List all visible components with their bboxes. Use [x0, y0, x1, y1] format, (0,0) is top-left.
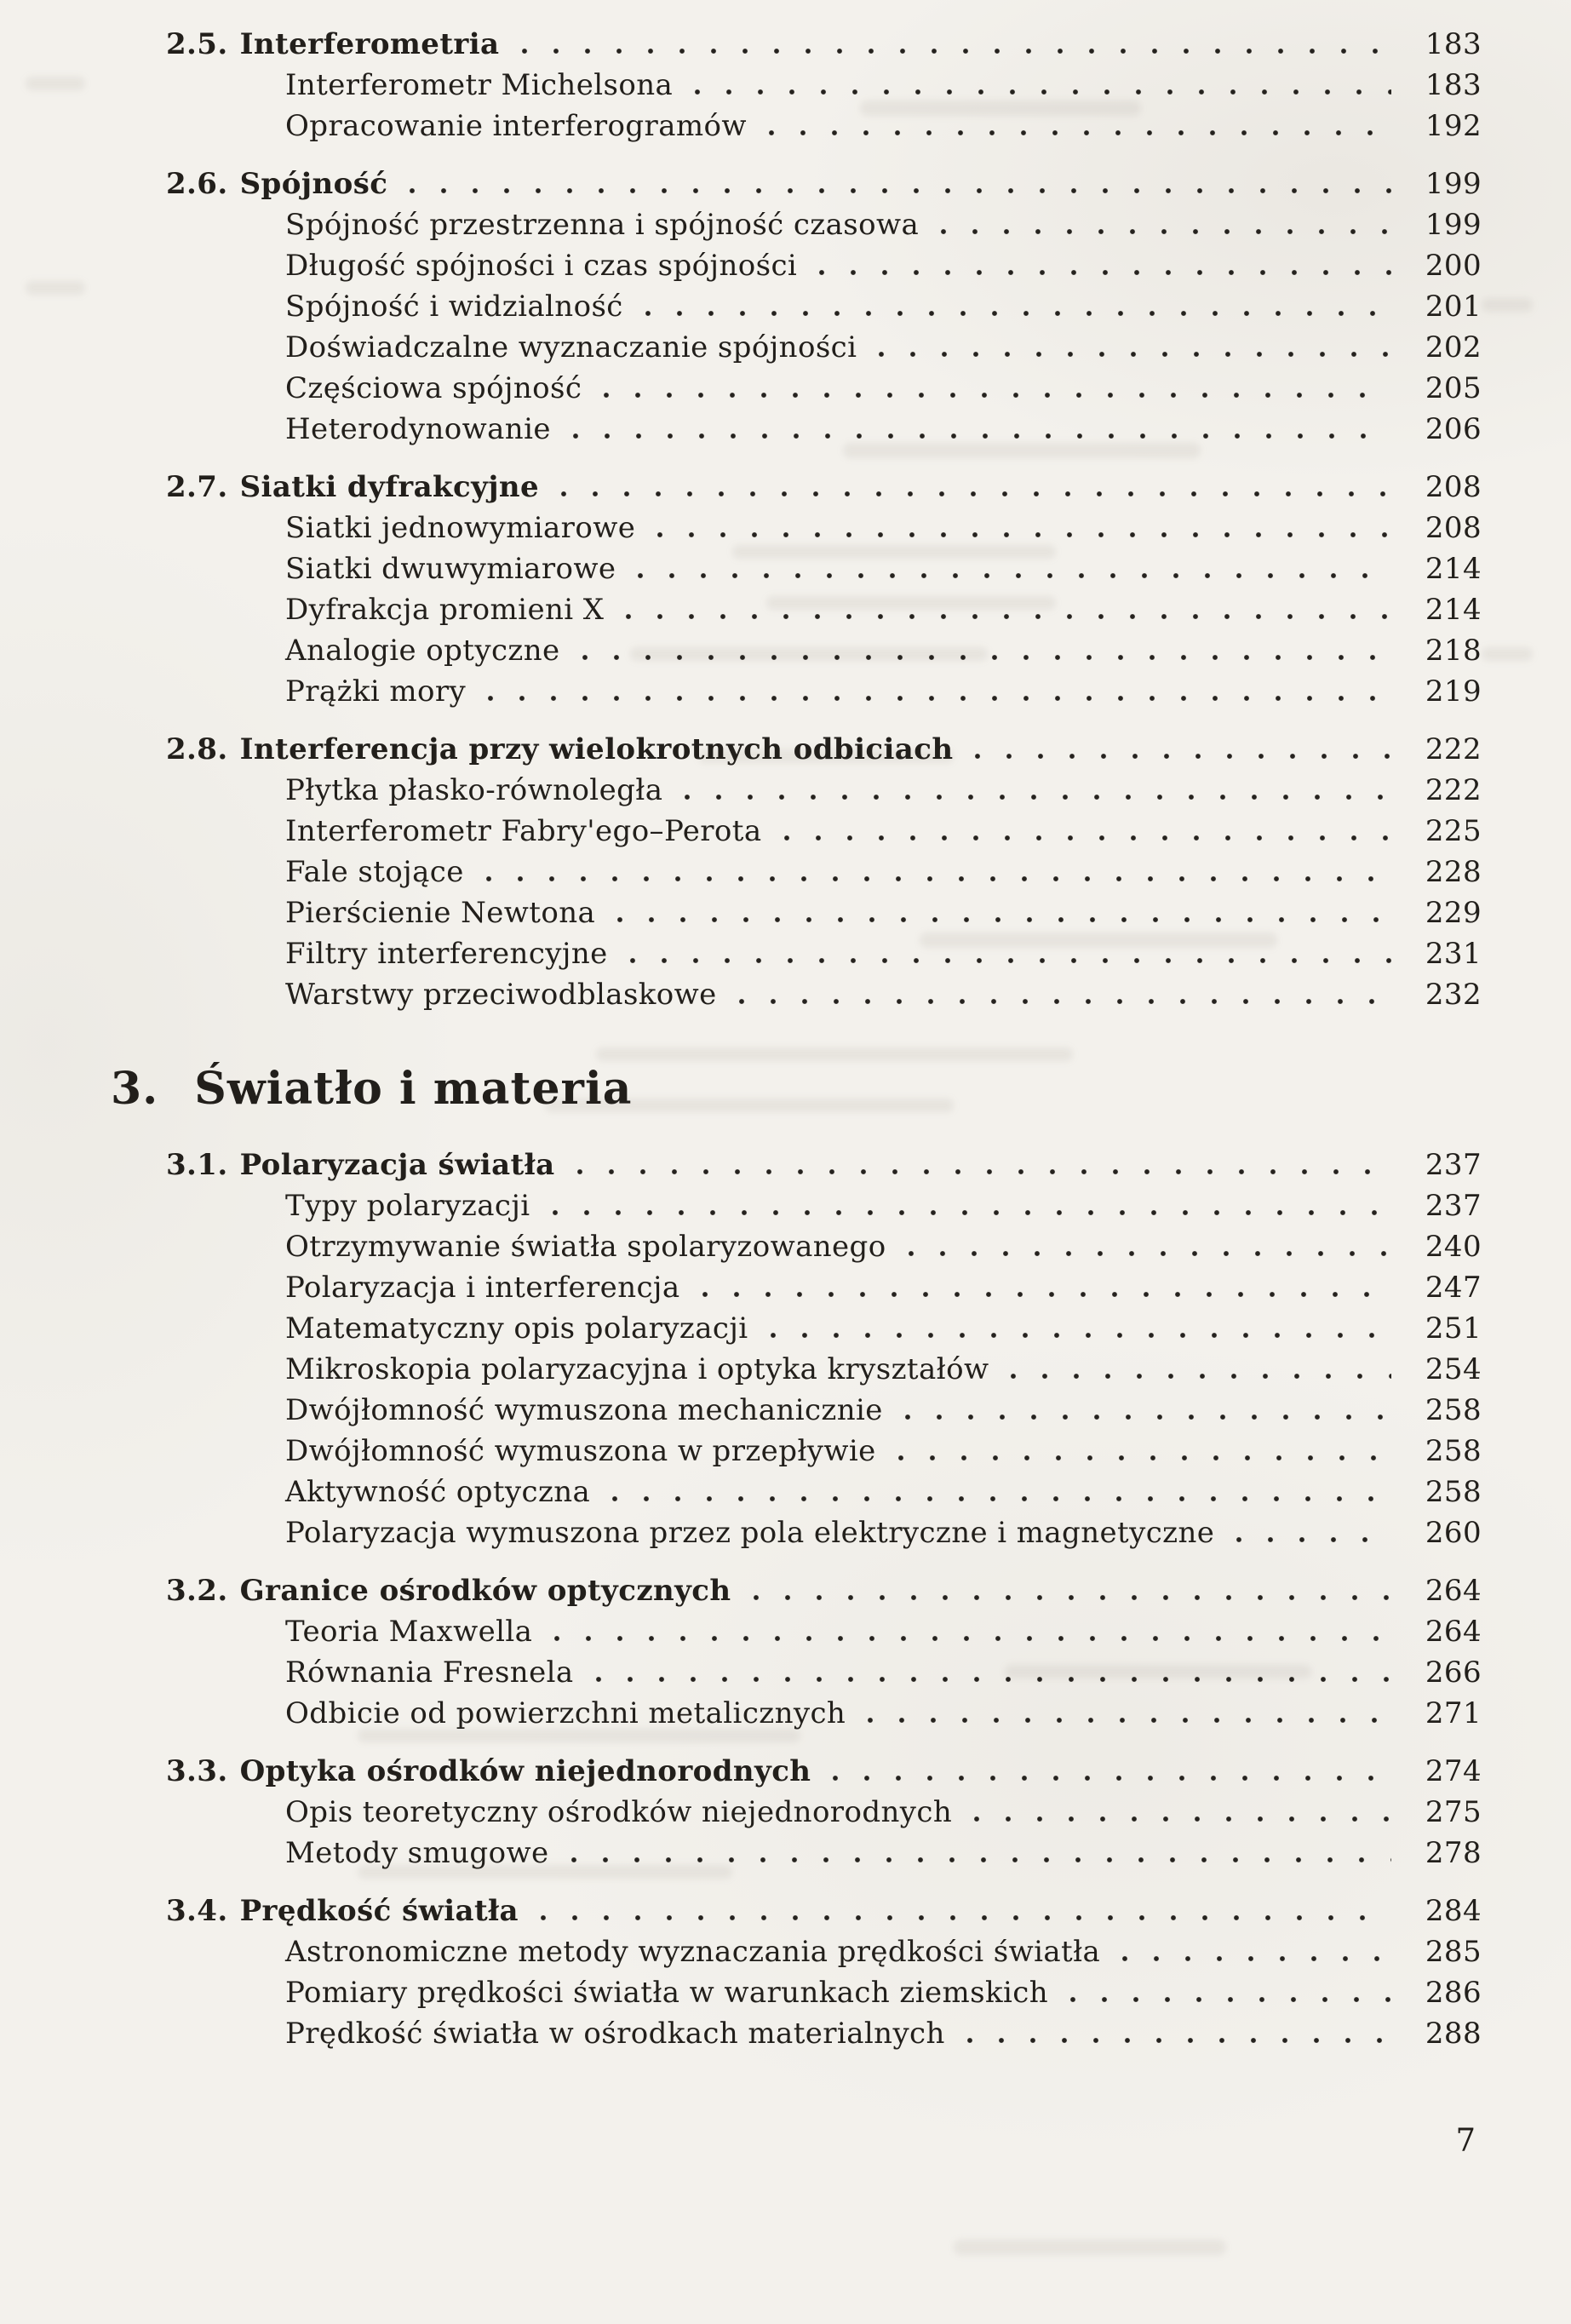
- dot-leader: [966, 2038, 1391, 2043]
- entry-page-number: 264: [1425, 1615, 1482, 1649]
- toc-entry-row: [166, 814, 1482, 855]
- entry-page-number: 240: [1425, 1230, 1482, 1264]
- entry-title: Długość spójności i czas spójności: [285, 249, 798, 283]
- toc-section-row: [166, 1574, 1482, 1615]
- entry-page-number: 205: [1425, 371, 1482, 405]
- entry-title: Opracowanie interferogramów: [285, 109, 747, 143]
- entry-page-number: 247: [1425, 1271, 1482, 1305]
- entry-page-number: 266: [1425, 1655, 1482, 1690]
- entry-title: Polaryzacja i interferencja: [285, 1271, 680, 1305]
- dot-leader: [939, 229, 1391, 234]
- toc-section-row: [166, 1148, 1482, 1189]
- toc-entry-row: [166, 511, 1482, 552]
- toc-entry-row: [166, 593, 1482, 634]
- toc-section-row: [166, 1754, 1482, 1795]
- entry-title: Otrzymywanie światła spolaryzowanego: [285, 1230, 886, 1264]
- entry-title: Mikroskopia polaryzacyjna i optyka kryształów: [285, 1352, 989, 1386]
- entry-title: Metody smugowe: [285, 1836, 549, 1870]
- show-through-artifact: [26, 281, 85, 295]
- entry-number: 2.7.: [166, 470, 228, 504]
- dot-leader: [408, 188, 1391, 193]
- entry-title: Interferometria: [239, 27, 500, 61]
- entry-number: 3.: [111, 1063, 159, 1115]
- entry-title: Teoria Maxwella: [285, 1615, 533, 1649]
- toc-section-row: [166, 167, 1482, 208]
- entry-page-number: 229: [1425, 896, 1482, 930]
- entry-page-number: 183: [1425, 68, 1482, 102]
- toc-entry-row: [166, 855, 1482, 896]
- entry-title: Płytka płasko-równoległa: [285, 773, 663, 807]
- entry-title: Interferencja przy wielokrotnych odbiciach: [239, 732, 954, 766]
- toc-entry-row: [166, 1189, 1482, 1230]
- dot-leader: [486, 696, 1391, 701]
- entry-page-number: 231: [1425, 937, 1482, 971]
- toc-entry-row: [166, 1795, 1482, 1836]
- toc-entry-row: [166, 1311, 1482, 1352]
- dot-leader: [693, 89, 1391, 95]
- toc-entry-row: [166, 1976, 1482, 2017]
- dot-leader: [877, 352, 1391, 357]
- entry-page-number: 286: [1425, 1976, 1482, 2010]
- entry-page-number: 199: [1425, 167, 1482, 201]
- dot-leader: [783, 835, 1392, 841]
- entry-title: Analogie optyczne: [285, 634, 560, 668]
- entry-title: Heterodynowanie: [285, 412, 551, 446]
- entry-page-number: 284: [1425, 1894, 1482, 1928]
- toc-entry-row: [166, 208, 1482, 249]
- dot-leader: [644, 311, 1391, 316]
- entry-number: 3.2.: [166, 1574, 228, 1608]
- toc-entry-row: [166, 1475, 1482, 1516]
- toc-section-row: [166, 470, 1482, 511]
- entry-title: Odbicie od powierzchni metalicznych: [285, 1696, 846, 1730]
- dot-leader: [701, 1292, 1391, 1297]
- entry-page-number: 288: [1425, 2017, 1482, 2051]
- dot-leader: [973, 754, 1391, 759]
- entry-number: 3.1.: [166, 1148, 228, 1182]
- dot-leader: [636, 573, 1391, 578]
- toc-entry-row: [166, 1935, 1482, 1976]
- entry-number: 2.8.: [166, 732, 228, 766]
- dot-leader: [737, 999, 1391, 1004]
- dot-leader: [1009, 1374, 1391, 1379]
- entry-title: Interferometr Michelsona: [285, 68, 674, 102]
- entry-number: 3.4.: [166, 1894, 228, 1928]
- entry-page-number: 275: [1425, 1795, 1482, 1829]
- entry-page-number: 202: [1425, 330, 1482, 364]
- entry-page-number: 237: [1425, 1148, 1482, 1182]
- entry-page-number: 258: [1425, 1475, 1482, 1509]
- toc-entry-row: [166, 552, 1482, 593]
- entry-title: Siatki dyfrakcyjne: [239, 470, 540, 504]
- entry-title: Pierścienie Newtona: [285, 896, 596, 930]
- entry-title: Spójność przestrzenna i spójność czasowa: [285, 208, 920, 242]
- entry-page-number: 214: [1425, 552, 1482, 586]
- entry-title: Częściowa spójność: [285, 371, 582, 405]
- dot-leader: [551, 1210, 1391, 1215]
- entry-title: Siatki jednowymiarowe: [285, 511, 636, 545]
- entry-page-number: 278: [1425, 1836, 1482, 1870]
- entry-page-number: 232: [1425, 978, 1482, 1012]
- entry-number: 3.3.: [166, 1754, 228, 1788]
- toc-entry-row: [166, 1696, 1482, 1737]
- toc-entry-row: [166, 978, 1482, 1019]
- toc-entry-row: [166, 290, 1482, 330]
- toc-section-row: [166, 732, 1482, 773]
- entry-page-number: 258: [1425, 1393, 1482, 1427]
- entry-title: Optyka ośrodków niejednorodnych: [239, 1754, 811, 1788]
- toc-entry-row: [166, 2017, 1482, 2057]
- entry-title: Polaryzacja światła: [239, 1148, 555, 1182]
- entry-page-number: 183: [1425, 27, 1482, 61]
- show-through-artifact: [954, 2240, 1226, 2255]
- toc-entry-row: [166, 1836, 1482, 1877]
- entry-page-number: 199: [1425, 208, 1482, 242]
- dot-leader: [767, 130, 1391, 135]
- entry-title: Polaryzacja wymuszona przez pola elektryczne i magnetyczne: [285, 1516, 1215, 1550]
- toc-entry-row: [166, 1516, 1482, 1557]
- toc-entry-row: [166, 68, 1482, 109]
- toc-entry-row: [166, 1393, 1482, 1434]
- dot-leader: [611, 1496, 1391, 1501]
- entry-page-number: 254: [1425, 1352, 1482, 1386]
- entry-title: Spójność: [239, 167, 388, 201]
- toc-entry-row: [166, 1271, 1482, 1311]
- dot-leader: [752, 1595, 1391, 1600]
- entry-title: Światło i materia: [194, 1063, 633, 1115]
- dot-leader: [576, 1169, 1391, 1174]
- dot-leader: [559, 491, 1391, 496]
- entry-page-number: 208: [1425, 511, 1482, 545]
- toc-entry-row: [166, 1655, 1482, 1696]
- dot-leader: [624, 614, 1391, 619]
- entry-page-number: 228: [1425, 855, 1482, 889]
- entry-title: Aktywność optyczna: [285, 1475, 591, 1509]
- dot-leader: [581, 655, 1391, 660]
- dot-leader: [628, 958, 1391, 963]
- dot-leader: [616, 917, 1391, 922]
- entry-title: Doświadczalne wyznaczanie spójności: [285, 330, 857, 364]
- entry-page-number: 192: [1425, 109, 1482, 143]
- entry-page-number: 271: [1425, 1696, 1482, 1730]
- toc-entry-row: [166, 896, 1482, 937]
- entry-title: Warstwy przeciwodblaskowe: [285, 978, 717, 1012]
- dot-leader: [866, 1718, 1391, 1723]
- entry-page-number: 200: [1425, 249, 1482, 283]
- toc-entry-row: [166, 412, 1482, 453]
- show-through-artifact: [1482, 647, 1533, 661]
- entry-title: Filtry interferencyjne: [285, 937, 608, 971]
- entry-number: 2.5.: [166, 27, 228, 61]
- dot-leader: [570, 1857, 1392, 1862]
- toc-entry-row: [166, 109, 1482, 150]
- entry-title: Astronomiczne metody wyznaczania prędkości światła: [285, 1935, 1101, 1969]
- dot-leader: [571, 433, 1391, 439]
- toc-entry-row: [166, 371, 1482, 412]
- footer-page-number: 7: [1455, 2122, 1476, 2159]
- toc-entry-row: [166, 937, 1482, 978]
- entry-page-number: 274: [1425, 1754, 1482, 1788]
- entry-page-number: 219: [1425, 674, 1482, 709]
- entry-page-number: 251: [1425, 1311, 1482, 1346]
- dot-leader: [907, 1251, 1391, 1256]
- show-through-artifact: [26, 77, 85, 90]
- entry-page-number: 222: [1425, 773, 1482, 807]
- dot-leader: [602, 393, 1391, 398]
- dot-leader: [1121, 1956, 1391, 1961]
- dot-leader: [683, 795, 1391, 800]
- toc-entry-row: [166, 773, 1482, 814]
- entry-page-number: 237: [1425, 1189, 1482, 1223]
- entry-page-number: 201: [1425, 290, 1482, 324]
- toc-section-row: [166, 27, 1482, 68]
- dot-leader: [903, 1414, 1391, 1420]
- entry-title: Pomiary prędkości światła w warunkach ziemskich: [285, 1976, 1048, 2010]
- entry-title: Fale stojące: [285, 855, 464, 889]
- entry-page-number: 206: [1425, 412, 1482, 446]
- dot-leader: [769, 1333, 1391, 1338]
- dot-leader: [831, 1776, 1391, 1781]
- entry-page-number: 260: [1425, 1516, 1482, 1550]
- entry-title: Siatki dwuwymiarowe: [285, 552, 616, 586]
- show-through-artifact: [1482, 298, 1533, 312]
- dot-leader: [1069, 1997, 1391, 2002]
- dot-leader: [520, 49, 1392, 54]
- dot-leader: [539, 1915, 1391, 1920]
- entry-page-number: 258: [1425, 1434, 1482, 1468]
- entry-title: Opis teoretyczny ośrodków niejednorodnych: [285, 1795, 953, 1829]
- entry-title: Równania Fresnela: [285, 1655, 574, 1690]
- entry-title: Typy polaryzacji: [285, 1189, 530, 1223]
- entry-page-number: 225: [1425, 814, 1482, 848]
- entry-title: Dwójłomność wymuszona w przepływie: [285, 1434, 876, 1468]
- entry-title: Granice ośrodków optycznych: [239, 1574, 731, 1608]
- entry-page-number: 285: [1425, 1935, 1482, 1969]
- toc-entry-row: [166, 634, 1482, 674]
- entry-title: Spójność i widzialność: [285, 290, 623, 324]
- entry-title: Prędkość światła: [239, 1894, 519, 1928]
- toc-entry-row: [166, 1352, 1482, 1393]
- dot-leader: [897, 1455, 1391, 1460]
- dot-leader: [1235, 1537, 1391, 1542]
- dot-leader: [817, 270, 1391, 275]
- toc-entry-row: [166, 674, 1482, 715]
- toc-entry-row: [166, 1434, 1482, 1475]
- dot-leader: [553, 1636, 1391, 1641]
- entry-page-number: 214: [1425, 593, 1482, 627]
- entry-title: Matematyczny opis polaryzacji: [285, 1311, 748, 1346]
- entry-title: Interferometr Fabry'ego–Perota: [285, 814, 762, 848]
- toc-entry-row: [166, 1615, 1482, 1655]
- toc-section-row: [166, 1894, 1482, 1935]
- chapter-heading-row: [111, 1063, 1482, 1126]
- entry-page-number: 208: [1425, 470, 1482, 504]
- toc-entry-row: [166, 249, 1482, 290]
- entry-number: 2.6.: [166, 167, 228, 201]
- entry-title: Dwójłomność wymuszona mechanicznie: [285, 1393, 883, 1427]
- toc-list: [111, 10, 1482, 2057]
- entry-title: Dyfrakcja promieni X: [285, 593, 605, 627]
- dot-leader: [484, 876, 1391, 881]
- dot-leader: [656, 532, 1391, 537]
- entry-page-number: 264: [1425, 1574, 1482, 1608]
- dot-leader: [594, 1677, 1391, 1682]
- entry-page-number: 222: [1425, 732, 1482, 766]
- toc-entry-row: [166, 1230, 1482, 1271]
- toc-entry-row: [166, 330, 1482, 371]
- entry-title: Prążki mory: [285, 674, 467, 709]
- entry-page-number: 218: [1425, 634, 1482, 668]
- dot-leader: [972, 1816, 1391, 1822]
- entry-title: Prędkość światła w ośrodkach materialnych: [285, 2017, 945, 2051]
